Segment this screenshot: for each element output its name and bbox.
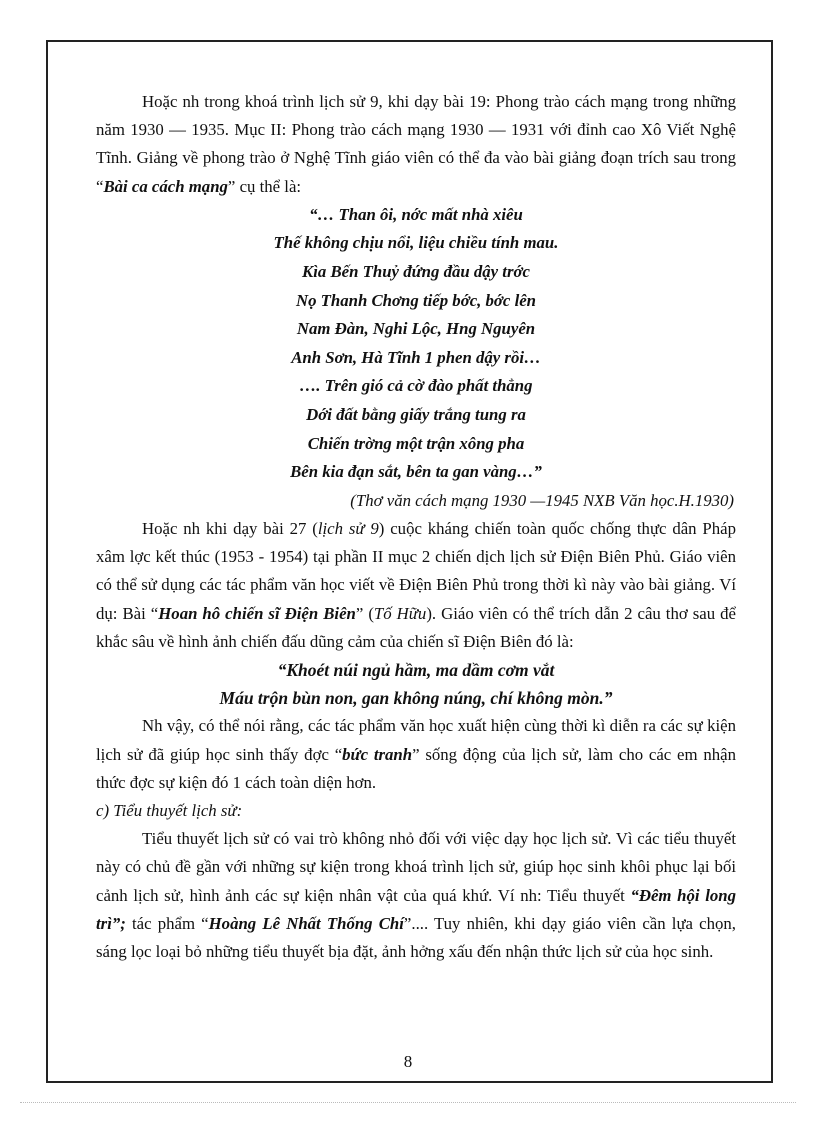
paragraph-1-text: Hoặc nh trong khoá trình lịch sử 9, khi dạy bài 19: Phong trào cách mạng trong những năm 1930 — 1935. Mục II: Phong trào cách mạng 1930 — 1931 với đỉnh cao Xô Viết Nghệ Tĩnh. Giảng về phong trào ở Nghệ Tĩnh giáo viên có thể đa vào bài giảng đoạn trích sau trong “ — [96, 92, 736, 196]
paragraph-2-sep: ” ( — [355, 603, 374, 623]
page-number: 8 — [403, 1052, 413, 1071]
paragraph-4-tail: ”.... Tuy nhiên, khi dạy giáo viên cần lựa chọn, sáng lọc loại bỏ những tiểu thuyết bịa đặt, ảnh hởng xấu đến nhận thức lịch sử của học sinh. — [96, 913, 736, 961]
poem-excerpt — [96, 201, 736, 487]
poem-line: Bên kia đạn sắt, bên ta gan vàng…” — [290, 462, 542, 482]
work-title: Hoan hô chiến sĩ Điện Biên — [158, 603, 356, 623]
section-subheading: c) Tiểu thuyết lịch sử: — [96, 800, 243, 820]
author-name: Tố Hữu — [373, 603, 427, 623]
paragraph-2-text: Hoặc nh khi dạy bài 27 ( — [142, 518, 318, 538]
poem-line: “… Than ôi, nớc mất nhà xiêu — [309, 204, 523, 224]
paragraph-3-tail: ” sống động của lịch sử, làm cho các em nhận thức đợc sự kiện đó 1 cách toàn diện hơn. — [96, 744, 736, 792]
poem-title: Bài ca cách mạng — [103, 176, 228, 196]
paragraph-4-mid: tác phẩm “ — [125, 913, 209, 933]
paragraph-1 — [96, 88, 736, 201]
poem-line: Nam Đàn, Nghi Lộc, Hng Nguyên — [296, 319, 536, 339]
poem-line: Thế không chịu nổi, liệu chiều tính mau. — [273, 233, 559, 253]
paragraph-4 — [96, 825, 736, 966]
paragraph-3 — [96, 712, 736, 797]
poem-line: …. Trên gió cả cờ đào phất thẳng — [299, 376, 533, 396]
document-body — [96, 88, 736, 966]
poem-line: Chiến trờng một trận xông pha — [307, 433, 525, 453]
quote-line: Máu trộn bùn non, gan không núng, chí không mòn.” — [219, 688, 613, 709]
novel-title: “Đêm hội long trì”; — [96, 885, 736, 933]
poem-source: (Thơ văn cách mạng 1930 —1945 NXB Văn học.H.1930) — [350, 490, 734, 510]
emphasis-term: bức tranh — [342, 744, 413, 764]
lesson-reference: lịch sử 9 — [317, 518, 379, 538]
paragraph-4-text: Tiểu thuyết lịch sử có vai trò không nhỏ đối với việc dạy học lịch sử. Vì các tiểu thuyết này có chủ đề gần với những sự kiện trong khoá trình lịch sử, giúp học sinh khôi phục lại bối cảnh lịch sử, hình ảnh các sự kiện nhân vật của quá khứ. Ví nh: Tiểu thuyết — [96, 829, 736, 905]
bottom-divider — [20, 1102, 796, 1103]
poem-line: Anh Sơn, Hà Tĩnh 1 phen dậy rồi… — [291, 347, 541, 367]
quote-line: “Khoét núi ngủ hầm, ma dầm cơm vắt — [277, 659, 555, 680]
paragraph-2-body: ) cuộc kháng chiến toàn quốc chống thực dân Pháp xâm lợc kết thúc (1953 - 1954) tại phần II mục 2 chiến dịch lịch sử Điện Biên Phủ. Giáo viên có thể sử dụng các tác phẩm văn học viết về Điện Biên Phủ trong thời kì này vào bài giảng. Ví dụ: Bài “ — [96, 518, 736, 623]
work-title-2: Hoàng Lê Nhất Thống Chí — [208, 913, 404, 933]
poem-line: Kìa Bến Thuỷ đứng đầu dậy trớc — [302, 262, 530, 281]
paragraph-1-tail: ” cụ thể là: — [227, 176, 302, 196]
poem-line: Dới đất bằng giấy trắng tung ra — [306, 404, 526, 424]
poem-line: Nọ Thanh Chơng tiếp bớc, bớc lên — [295, 290, 537, 310]
paragraph-3-text: Nh vậy, có thể nói rằng, các tác phẩm văn học xuất hiện cùng thời kì diễn ra các sự kiện lịch sử đã giúp học sinh thấy đợc “ — [96, 716, 736, 764]
verse-quote — [96, 656, 736, 712]
paragraph-2-tail: ). Giáo viên có thể trích dẫn 2 câu thơ sau để khắc sâu về hình ảnh chiến đấu dũng cảm của chiến sĩ Điện Biên đó là: — [96, 603, 736, 651]
paragraph-2 — [96, 515, 736, 656]
